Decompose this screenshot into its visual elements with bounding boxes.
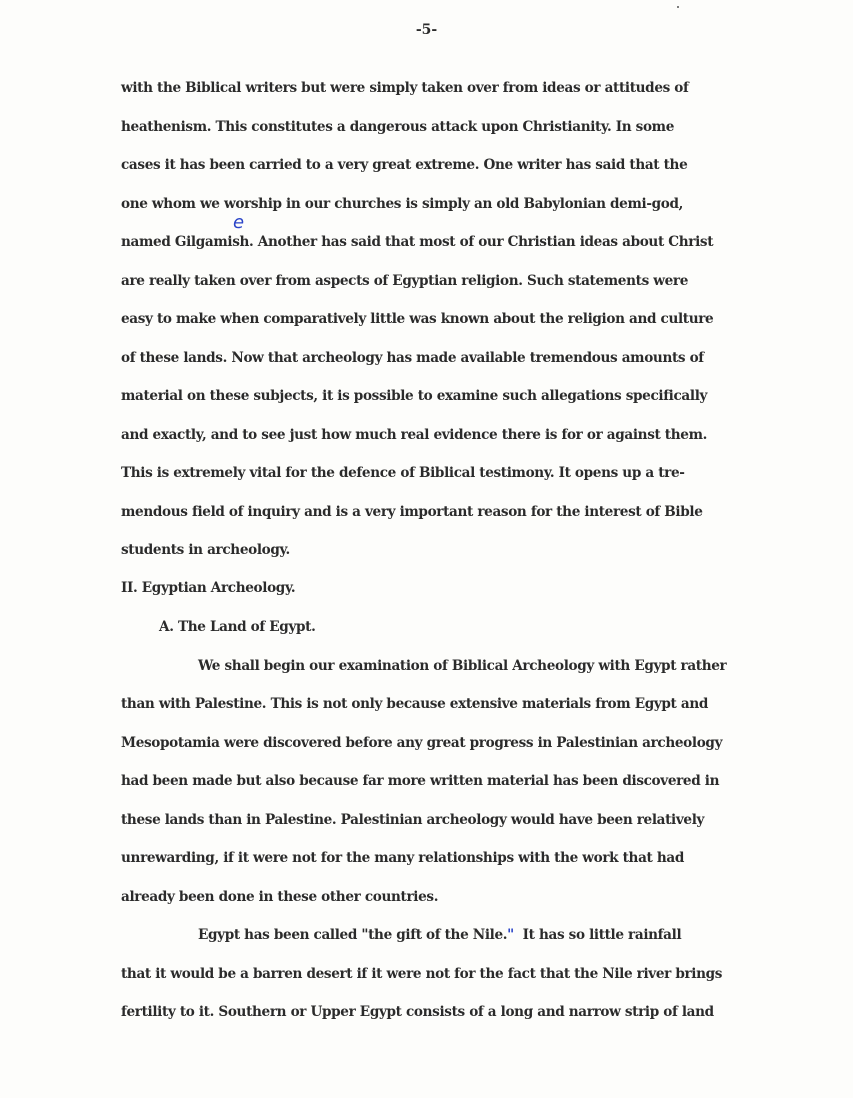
text-line: mendous field of inquiry and is a very important reason for the interest of Bible bbox=[121, 504, 703, 520]
handwritten-correction: e bbox=[233, 212, 245, 233]
text-line: unrewarding, if it were not for the many relationships with the work that had bbox=[121, 850, 684, 866]
text-line: This is extremely vital for the defence of Biblical testimony. It opens up a tre- bbox=[121, 465, 685, 481]
page-number: -5- bbox=[415, 22, 438, 38]
text-line: of these lands. Now that archeology has made available tremendous amounts of bbox=[121, 350, 704, 366]
subsection-heading: A. The Land of Egypt. bbox=[159, 619, 316, 635]
text-line: easy to make when comparatively little was known about the religion and culture bbox=[121, 311, 714, 327]
text-line: named Gilgamish. Another has said that most of our Christian ideas about Christ bbox=[121, 234, 714, 250]
text-line bbox=[198, 926, 681, 944]
text-line: already been done in these other countries. bbox=[121, 889, 439, 905]
text-line: are really taken over from aspects of Egyptian religion. Such statements were bbox=[121, 273, 689, 289]
section-heading: II. Egyptian Archeology. bbox=[121, 580, 296, 596]
text-line: cases it has been carried to a very great extreme. One writer has said that the bbox=[121, 157, 688, 173]
text-line: one whom we worship in our churches is simply an old Babylonian demi-god, bbox=[121, 196, 684, 212]
handwritten-quote-mark: " bbox=[507, 927, 514, 943]
text-segment: It has so little rainfall bbox=[513, 927, 682, 943]
text-line: students in archeology. bbox=[121, 542, 290, 558]
text-line: heathenism. This constitutes a dangerous attack upon Christianity. In some bbox=[121, 119, 675, 135]
paper-speck bbox=[677, 6, 679, 8]
text-line: Mesopotamia were discovered before any great progress in Palestinian archeology bbox=[121, 735, 723, 751]
text-line: and exactly, and to see just how much real evidence there is for or against them. bbox=[121, 427, 707, 443]
text-line: We shall begin our examination of Biblical Archeology with Egypt rather bbox=[198, 658, 727, 674]
text-line: had been made but also because far more written material has been discovered in bbox=[121, 773, 720, 789]
text-line: material on these subjects, it is possible to examine such allegations specifically bbox=[121, 388, 708, 404]
text-line: fertility to it. Southern or Upper Egypt consists of a long and narrow strip of land bbox=[121, 1004, 714, 1020]
text-line: than with Palestine. This is not only because extensive materials from Egypt and bbox=[121, 696, 709, 712]
text-segment: Egypt has been called "the gift of the Nile. bbox=[198, 927, 508, 943]
text-line: these lands than in Palestine. Palestinian archeology would have been relatively bbox=[121, 812, 705, 828]
text-line: with the Biblical writers but were simply taken over from ideas or attitudes of bbox=[121, 80, 689, 96]
text-line: that it would be a barren desert if it were not for the fact that the Nile river brings bbox=[121, 966, 723, 982]
